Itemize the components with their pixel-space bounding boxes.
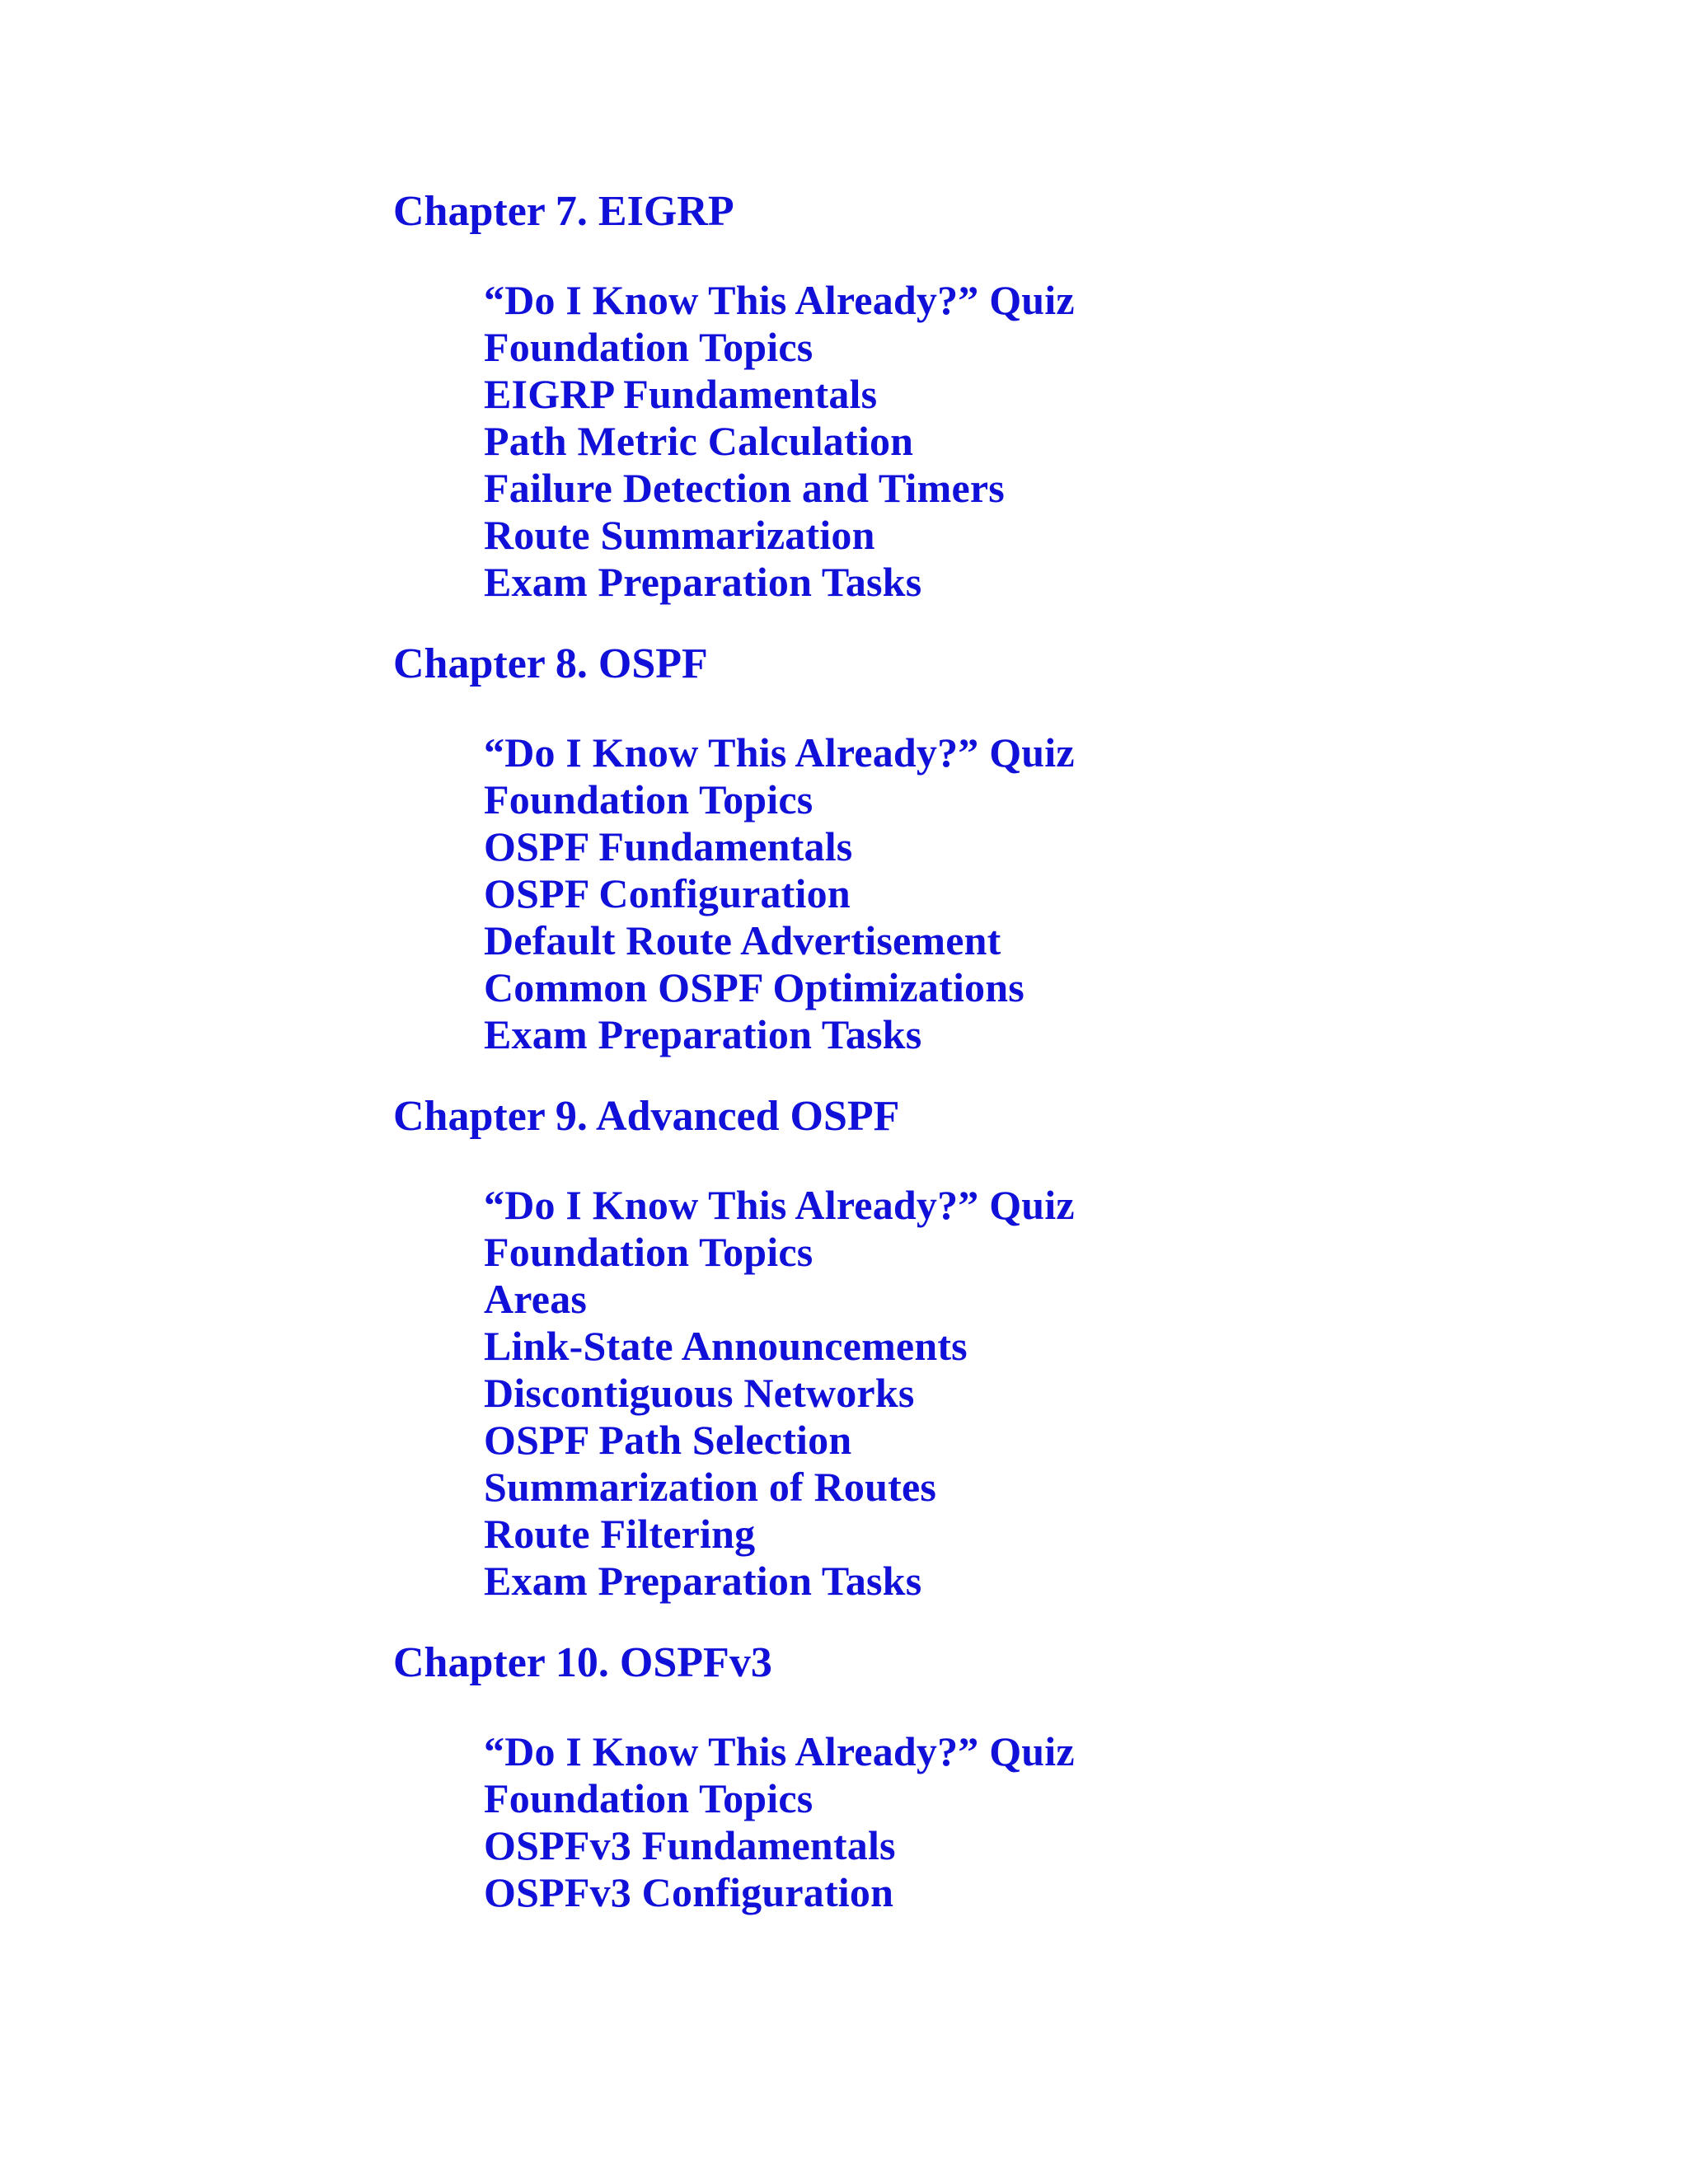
section-link[interactable]: Route Filtering	[484, 1511, 756, 1557]
chapter-title-link[interactable]: Chapter 8. OSPF	[393, 640, 708, 687]
section-link[interactable]: Common OSPF Optimizations	[484, 964, 1025, 1010]
section-list	[393, 1182, 1629, 1605]
section-link[interactable]: Failure Detection and Timers	[484, 465, 1005, 511]
chapter-7	[393, 188, 1629, 606]
section-link[interactable]: “Do I Know This Already?” Quiz	[484, 277, 1075, 323]
section-link[interactable]: Foundation Topics	[484, 1229, 814, 1275]
list-item	[484, 559, 1629, 606]
list-item	[484, 1869, 1629, 1916]
section-link[interactable]: Discontiguous Networks	[484, 1370, 915, 1416]
list-item	[484, 277, 1629, 324]
section-link[interactable]: Path Metric Calculation	[484, 418, 914, 464]
section-link[interactable]: Summarization of Routes	[484, 1464, 937, 1510]
chapter-title-link[interactable]: Chapter 10. OSPFv3	[393, 1639, 772, 1686]
section-link[interactable]: Route Summarization	[484, 512, 875, 558]
list-item	[484, 418, 1629, 465]
section-link[interactable]: Areas	[484, 1276, 588, 1322]
section-link[interactable]: Link-State Announcements	[484, 1323, 968, 1369]
section-link[interactable]: Exam Preparation Tasks	[484, 1558, 922, 1604]
list-item	[484, 964, 1629, 1011]
section-list	[393, 1728, 1629, 1916]
section-link[interactable]: OSPF Path Selection	[484, 1417, 852, 1463]
list-item	[484, 1775, 1629, 1822]
list-item	[484, 1276, 1629, 1323]
list-item	[484, 1558, 1629, 1605]
list-item	[484, 1323, 1629, 1370]
section-link[interactable]: Exam Preparation Tasks	[484, 1011, 922, 1057]
list-item	[484, 1370, 1629, 1417]
list-item	[484, 512, 1629, 559]
list-item	[484, 1822, 1629, 1869]
list-item	[484, 729, 1629, 776]
chapter-title-link[interactable]: Chapter 7. EIGRP	[393, 188, 734, 235]
list-item	[484, 1511, 1629, 1558]
list-item	[484, 776, 1629, 823]
section-list	[393, 277, 1629, 606]
chapter-title-link[interactable]: Chapter 9. Advanced OSPF	[393, 1093, 900, 1140]
list-item	[484, 1011, 1629, 1058]
list-item	[484, 1229, 1629, 1276]
section-link[interactable]: OSPF Configuration	[484, 870, 851, 916]
section-link[interactable]: OSPFv3 Configuration	[484, 1869, 894, 1915]
section-link[interactable]: Foundation Topics	[484, 324, 814, 370]
section-link[interactable]: “Do I Know This Already?” Quiz	[484, 1728, 1075, 1774]
section-link[interactable]: Exam Preparation Tasks	[484, 559, 922, 605]
section-list	[393, 729, 1629, 1058]
list-item	[484, 1182, 1629, 1229]
list-item	[484, 823, 1629, 870]
section-link[interactable]: Foundation Topics	[484, 1775, 814, 1821]
list-item	[484, 917, 1629, 964]
list-item	[484, 870, 1629, 917]
list-item	[484, 1417, 1629, 1464]
list-item	[484, 1464, 1629, 1511]
section-link[interactable]: OSPFv3 Fundamentals	[484, 1822, 896, 1868]
section-link[interactable]: Foundation Topics	[484, 776, 814, 823]
list-item	[484, 324, 1629, 371]
table-of-contents	[393, 188, 1629, 1951]
section-link[interactable]: “Do I Know This Already?” Quiz	[484, 729, 1075, 776]
section-link[interactable]: “Do I Know This Already?” Quiz	[484, 1182, 1075, 1228]
section-link[interactable]: EIGRP Fundamentals	[484, 371, 878, 417]
list-item	[484, 371, 1629, 418]
chapter-9	[393, 1093, 1629, 1605]
chapter-10	[393, 1639, 1629, 1916]
chapter-8	[393, 640, 1629, 1058]
list-item	[484, 465, 1629, 512]
section-link[interactable]: Default Route Advertisement	[484, 917, 1001, 963]
section-link[interactable]: OSPF Fundamentals	[484, 823, 853, 869]
list-item	[484, 1728, 1629, 1775]
